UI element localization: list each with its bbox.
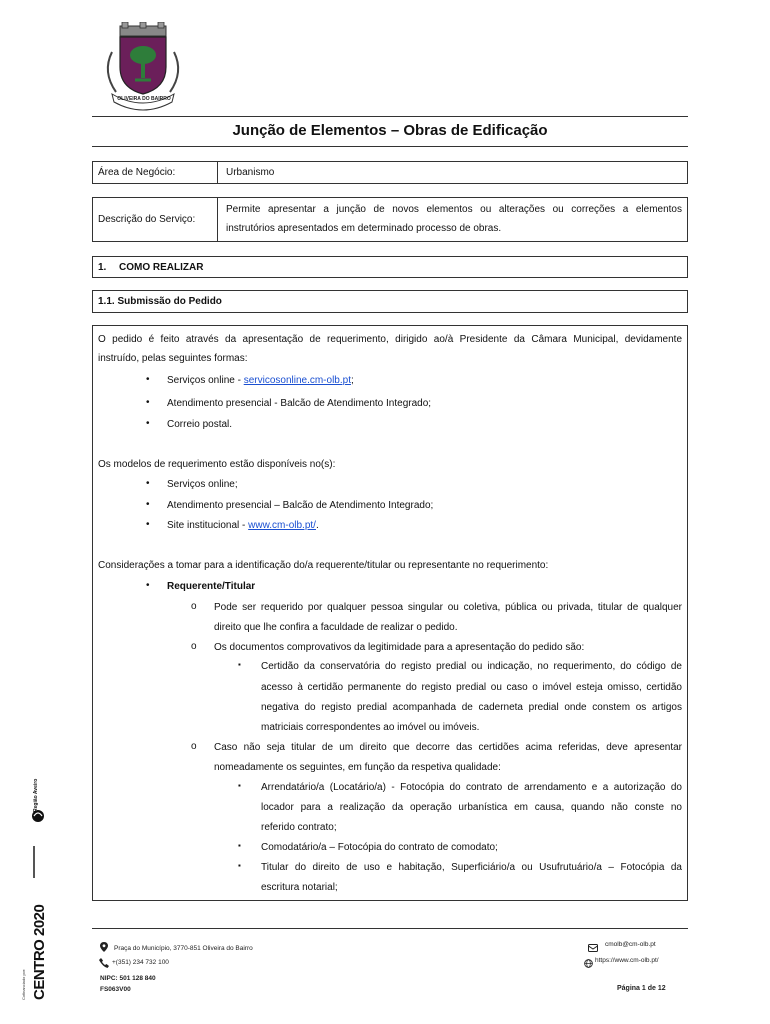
bullet-square: ▪ — [238, 861, 241, 870]
bullet-dot: • — [146, 580, 150, 591]
servicos-online-link[interactable]: servicosonline.cm-olb.pt — [243, 375, 351, 386]
bullet-square: ▪ — [238, 841, 241, 850]
list-item-servicos: Serviços online; — [167, 479, 238, 490]
paragraph-1-line-1: O pedido é feito através da apresentação de requerimento, dirigido ao/à Presidente da Câmara Municipal, devidamente — [98, 334, 682, 345]
title-rule — [92, 116, 688, 117]
area-value: Urbanismo — [226, 167, 275, 178]
area-row — [92, 161, 688, 184]
globe-icon — [584, 955, 593, 973]
item-s1-line-1: Certidão da conservatória do registo predial ou indicação, no requerimento, do código de — [261, 661, 682, 672]
area-label: Área de Negócio: — [98, 167, 176, 178]
footer-email[interactable]: cmolb@cm-olb.pt — [605, 941, 656, 948]
document-title: Junção de Elementos – Obras de Edificação — [232, 122, 548, 139]
section-1-number: 1. — [98, 262, 107, 273]
list-item-site: Site institucional - www.cm-olb.pt/. — [167, 520, 319, 531]
requerente-heading: Requerente/Titular — [167, 581, 256, 592]
footer-form-code: FS063V00 — [100, 986, 131, 993]
title-rule-bottom — [92, 146, 688, 147]
item-o1-line-1: Pode ser requerido por qualquer pessoa singular ou coletiva, pública ou privada, titular de qualquer — [214, 602, 682, 613]
footer-website[interactable]: https://www.cm-olb.pt/ — [595, 957, 659, 964]
bullet-dot: • — [146, 519, 150, 530]
bullet-dot: • — [146, 478, 150, 489]
list-item-presencial: Atendimento presencial - Balcão de Atendimento Integrado; — [167, 398, 432, 409]
bullet-dot: • — [146, 418, 150, 429]
item-s1-line-2: acesso à certidão permanente do registo predial ou caso o imóvel esteja omisso, certidão — [261, 682, 682, 693]
item-s4-line-2: escritura notarial; — [261, 882, 338, 893]
description-label: Descrição do Serviço: — [98, 214, 196, 225]
footer-nipc: NIPC: 501 128 840 — [100, 975, 156, 982]
item-o1-line-2: direito que lhe confira a faculdade de realizar o pedido. — [214, 622, 458, 633]
phone-icon — [99, 955, 109, 973]
item-s4-line-1: Titular do direito de uso e habitação, Superficiário/a ou Usufrutuário/a – Fotocópia da — [261, 862, 682, 873]
paragraph-2: Os modelos de requerimento estão disponíveis no(s): — [98, 459, 336, 470]
item-o2: Os documentos comprovativos da legitimidade para a apresentação do pedido são: — [214, 642, 585, 653]
site-institucional-link[interactable]: www.cm-olb.pt/ — [248, 520, 316, 531]
bullet-dot: • — [146, 499, 150, 510]
bullet-square: ▪ — [238, 781, 241, 790]
bullet-dot: • — [146, 374, 150, 385]
bullet-dot: • — [146, 397, 150, 408]
item-o3-line-2: nomeadamente os seguintes, em função da respetiva qualidade: — [214, 762, 501, 773]
item-s2-line-1: Arrendatário/a (Locatário/a) - Fotocópia do contrato de arrendamento e a autorização do — [261, 782, 682, 793]
item-s2-line-3: referido contrato; — [261, 822, 337, 833]
bullet-circle: o — [191, 601, 197, 612]
description-line-1: Permite apresentar a junção de novos elementos ou alterações ou correções a elementos — [226, 204, 682, 215]
list-item-correio: Correio postal. — [167, 419, 233, 430]
seal-banner-text: OLIVEIRA DO BAIRRO — [117, 96, 171, 102]
regiao-aveiro-text: Região Aveiro — [33, 778, 39, 812]
item-o3-line-1: Caso não seja titular de um direito que decorre das certidões acima referidas, deve apresentar — [214, 742, 682, 753]
centro-2020-logo: CENTRO 2020 — [31, 904, 48, 1000]
page-number: Página 1 de 12 — [617, 985, 666, 992]
partner-logo-small — [33, 846, 47, 878]
footer-phone: +(351) 234 732 100 — [112, 959, 169, 966]
item-s3: Comodatário/a – Fotocópia do contrato de comodato; — [261, 842, 498, 853]
item-s1-line-3: negativa do registo predial acompanhada de caderneta predial onde constem os artigos — [261, 702, 682, 713]
description-line-2: instrutórios apresentados em determinado processo de obras. — [226, 223, 502, 234]
paragraph-1-line-2: instruído, pelas seguintes formas: — [98, 353, 248, 364]
section-1-1-title: 1.1. Submissão do Pedido — [98, 296, 222, 307]
item-s2-line-2: locador para a realização da operação urbanística em causa, quando não conste no — [261, 802, 682, 813]
bullet-circle: o — [191, 741, 197, 752]
section-1-title: COMO REALIZAR — [119, 262, 204, 273]
paragraph-3: Considerações a tomar para a identificação do/a requerente/titular ou representante no requerimento: — [98, 560, 549, 571]
item-s1-line-4: matriciais correspondentes ao imóvel ou imóveis. — [261, 722, 480, 733]
footer-address: Praça do Município, 3770-851 Oliveira do Bairro — [114, 945, 253, 952]
footer-rule — [92, 928, 688, 929]
bullet-square: ▪ — [238, 660, 241, 669]
list-item-atendimento: Atendimento presencial – Balcão de Atendimento Integrado; — [167, 500, 434, 511]
bullet-circle: o — [191, 641, 197, 652]
list-item-online: Serviços online - servicosonline.cm-olb.pt; — [167, 375, 354, 386]
cofinanciado-text: Cofinanciado por: — [21, 968, 26, 1000]
